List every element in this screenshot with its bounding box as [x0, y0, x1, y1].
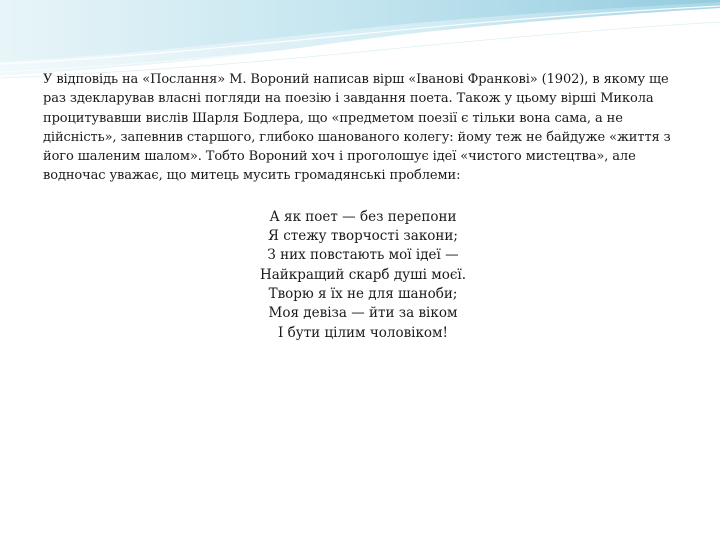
- intro-paragraph: У відповідь на «Послання» М. Вороний написав вірш «Іванові Франкові» (1902), в якому ще раз здекларував власні погляди на поезію і завдання поета. Також у цьому вірші Микола процитувавши вислів Шарля Бодлера, що «предметом поезії є тільки вона сама, а не дійсність», запевнив старшого, глибоко шанованого колегу: йому теж не байдуже «життя з його шаленим шалом». Тобто Вороний хоч і проголошує ідеї «чистого мистецтва», але водночас уважає, що митець мусить громадянські проблеми:: [43, 72, 671, 184]
- poem-line: Моя девіза — йти за віком: [268, 305, 458, 322]
- poem-line: І бути цілим чоловіком!: [278, 324, 448, 341]
- poem-quote: [43, 208, 683, 343]
- poem-line: Творю я їх не для шаноби;: [268, 285, 458, 302]
- header-wave-decoration: [0, 0, 720, 80]
- poem-line: Я стежу творчості закони;: [268, 228, 458, 245]
- poem-line: А як поет — без перепони: [269, 208, 457, 225]
- poem-line: З них повстають мої ідеї —: [267, 247, 459, 264]
- poem-line: Найкращий скарб душі моєї.: [259, 266, 467, 283]
- document-body: [43, 70, 683, 343]
